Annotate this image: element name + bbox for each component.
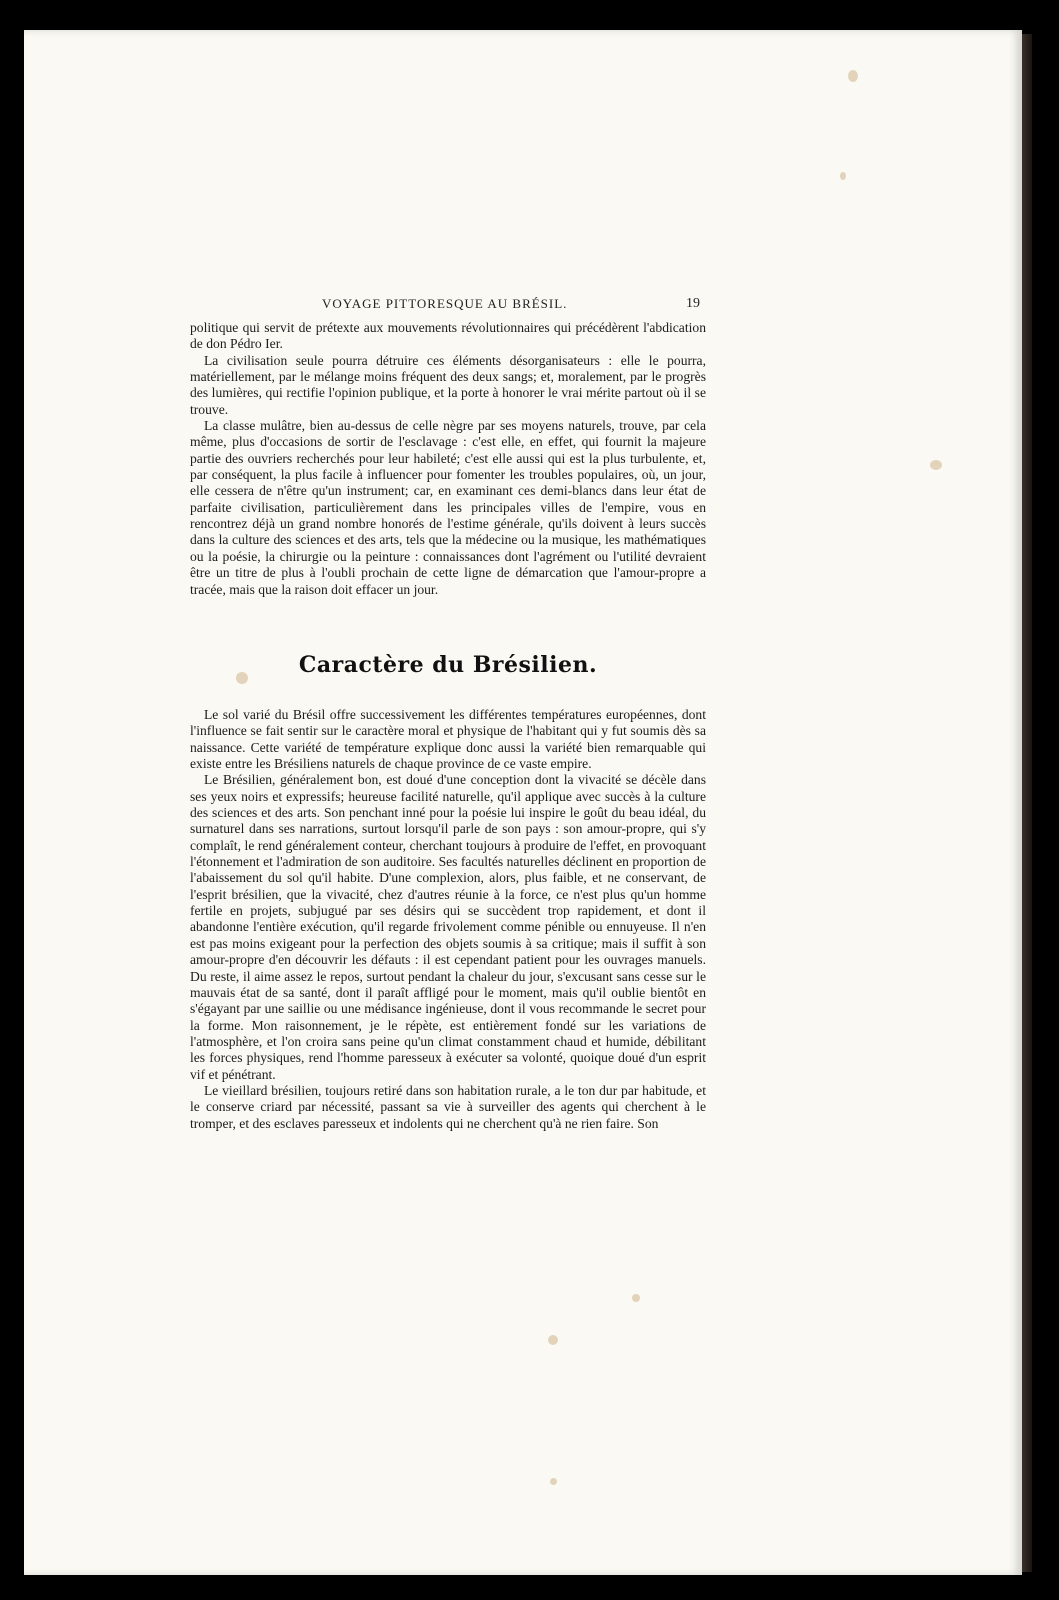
book-spine xyxy=(1022,34,1032,1572)
paragraph: Le Brésilien, généralement bon, est doué d'une conception dont la vivacité se décèle dans ses yeux noirs et expressifs; heureuse facilité naturelle, qu'il applique avec succès à la culture des sciences et des arts. Son penchant inné pour la poésie lui inspire le goût du beau idéal, du surnaturel dans ses narrations, surtout lorsqu'il parle de son pays : son amour-propre, qui s'y complaît, le rend généralement conteur, cherchant toujours à produire de l'effet, en provoquant l'étonnement et l'admiration de son auditoire. Ses facultés naturelles déclinent en proportion de l'abaissement du sol qu'il habite. D'une complexion, alors, plus faible, et ne conservant, de l'esprit brésilien, que la vivacité, chez d'autres réunie à la force, ce n'est plus qu'un homme fertile en projets, subjugué par ses désirs qui se succèdent trop rapidement, et dont il abandonne l'entière exécution, qu'il regarde frivolement comme pénible ou ennuyeuse. Il n'en est pas moins exigeant pour la perfection des objets soumis à sa critique; mais il suffit à son amour-propre d'en découvrir les défauts : il est cependant patient pour les ouvrages manuels. Du reste, il aime assez le repos, surtout pendant la chaleur du jour, s'excusant sans cesse sur le mauvais état de sa santé, dont il paraît affligé pour le moment, mais qu'il oublie bientôt en s'égayant par une saillie ou une médisance ingénieuse, dont il vous recommande le secret pour la forme. Mon raisonnement, je le répète, est entièrement fondé sur les variations de l'atmosphère, et l'on croira sans peine qu'un climat constamment chaud et humide, débilitant les forces physiques, rend l'homme paresseux à exécuter sa volonté, quoique doué d'un esprit vif et pénétrant. xyxy=(190,772,706,1082)
paragraph: politique qui servit de prétexte aux mouvements révolutionnaires qui précédèrent l'abdication de don Pédro Ier. xyxy=(190,320,706,352)
text-block-1 xyxy=(190,320,706,598)
text-block-2 xyxy=(190,707,706,1132)
foxing-stain xyxy=(550,1478,557,1485)
foxing-stain xyxy=(632,1294,640,1302)
foxing-stain xyxy=(848,70,858,82)
paragraph: La classe mulâtre, bien au-dessus de celle nègre par ses moyens naturels, trouve, par cela même, plus d'occasions de sortir de l'esclavage : c'est elle, en effet, qui fournit la majeure partie des ouvriers recherchés pour leur habileté; c'est elle aussi qui est la plus turbulente, et, par conséquent, la plus facile à influencer pour fomenter les troubles populaires, où, un jour, elle cessera de n'être qu'un instrument; car, en examinant ces demi-blancs dans leur état de parfaite civilisation, particulièrement dans les principales villes de l'empire, vous en rencontrez déjà un grand nombre honorés de l'estime générale, qu'ils doivent à leurs succès dans la culture des sciences et des arts, tels que la médecine ou la musique, les mathématiques ou la poésie, la chirurgie ou la peinture : connaissances dont l'agrément ou l'utilité devraient être un titre de plus à l'oubli prochain de cette ligne de démarcation que l'amour-propre a tracée, mais que la raison doit effacer un jour. xyxy=(190,418,706,597)
foxing-stain xyxy=(548,1335,558,1345)
page-number: 19 xyxy=(686,296,700,311)
paragraph: La civilisation seule pourra détruire ces éléments désorganisateurs : elle le pourra, matériellement, par le mélange moins fréquent des deux sangs; et, moralement, par le progrès des lumières, qui rectifie l'opinion publique, et la porte à honorer le vrai mérite partout où il se trouve. xyxy=(190,352,706,417)
foxing-stain xyxy=(930,460,942,470)
section-heading: Caractère du Brésilien. xyxy=(298,652,598,678)
running-title: VOYAGE PITTORESQUE AU BRÉSIL. xyxy=(322,296,568,311)
paragraph: Le vieillard brésilien, toujours retiré dans son habitation rurale, a le ton dur par habitude, et le conserve criard par nécessité, passant sa vie à surveiller des agents qui cherchent à le tromper, et des esclaves paresseux et indolents qui ne cherchent qu'à ne rien faire. Son xyxy=(190,1082,706,1131)
paragraph: Le sol varié du Brésil offre successivement les différentes températures européennes, dont l'influence se fait sentir sur le caractère moral et physique de l'habitant qui y fut soumis dès sa naissance. Cette variété de température explique donc aussi la variété bien remarquable qui existe entre les Brésiliens naturels de chaque province de ce vaste empire. xyxy=(190,707,706,772)
foxing-stain xyxy=(840,172,846,180)
